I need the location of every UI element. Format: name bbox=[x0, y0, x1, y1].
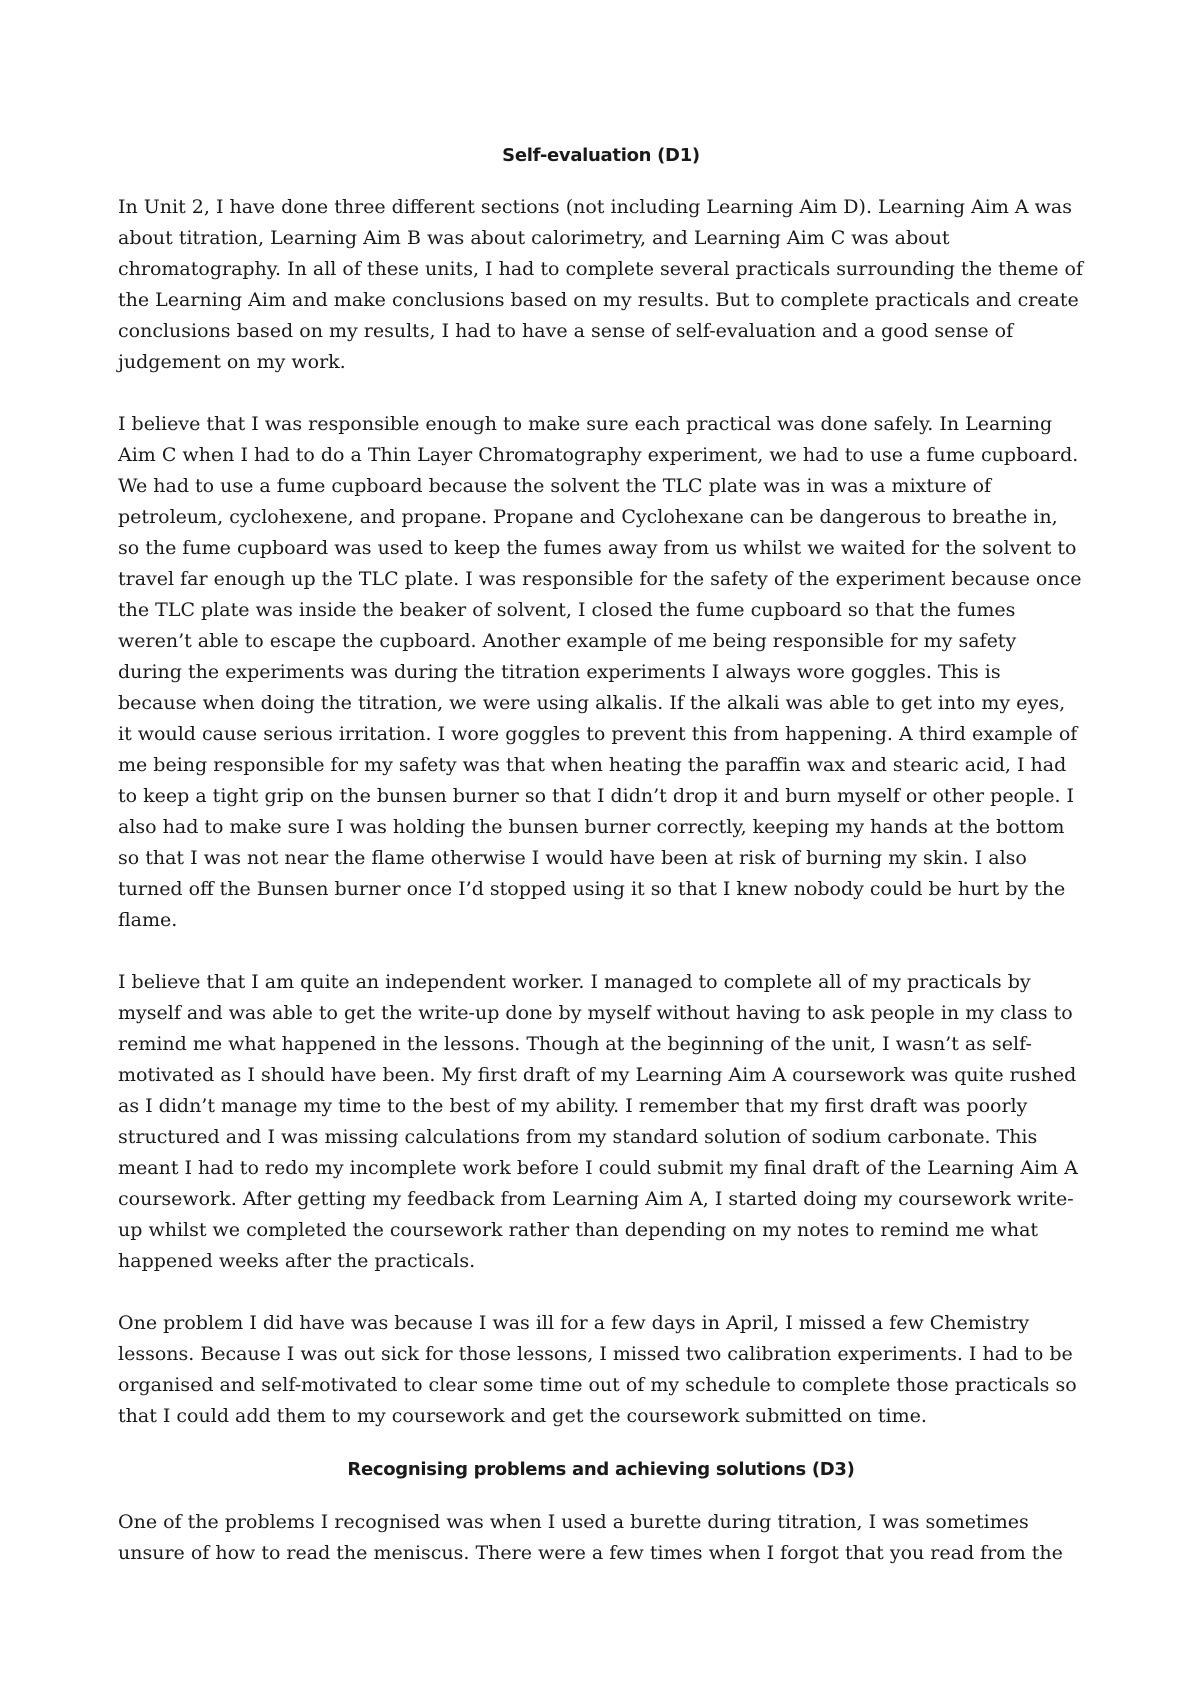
document-body bbox=[118, 140, 1084, 1569]
section-heading-problems-solutions: Recognising problems and achieving solutions (D3) bbox=[347, 1459, 855, 1480]
paragraph-independence: I believe that I am quite an independent worker. I managed to complete all of my practicals by myself and was able to get the write-up done by myself without having to ask people in my class to remind me what happened in the lessons. Though at the beginning of the unit, I wasn’t as self-motivated as I should have been. My first draft of my Learning Aim A coursework was quite rushed as I didn’t manage my time to the best of my ability. I remember that my first draft was poorly structured and I was missing calculations from my standard solution of sodium carbonate. This meant I had to redo my incomplete work before I could submit my final draft of the Learning Aim A coursework. After getting my feedback from Learning Aim A, I started doing my coursework write-up whilst we completed the coursework rather than depending on my notes to remind me what happened weeks after the practicals. bbox=[118, 971, 1078, 1272]
paragraph-intro: In Unit 2, I have done three different sections (not including Learning Aim D). Learning Aim A was about titration, Learning Aim B was about calorimetry, and Learning Aim C was about chromatography. In all of these units, I had to complete several practicals surrounding the theme of the Learning Aim and make conclusions based on my results. But to complete practicals and create conclusions based on my results, I had to have a sense of self-evaluation and a good sense of judgement on my work. bbox=[118, 196, 1084, 373]
paragraph-responsibility: I believe that I was responsible enough to make sure each practical was done safely. In Learning Aim C when I had to do a Thin Layer Chromatography experiment, we had to use a fume cupboard. We had to use a fume cupboard because the solvent the TLC plate was in was a mixture of petroleum, cyclohexene, and propane. Propane and Cyclohexane can be dangerous to breathe in, so the fume cupboard was used to keep the fumes away from us whilst we waited for the solvent to travel far enough up the TLC plate. I was responsible for the safety of the experiment because once the TLC plate was inside the beaker of solvent, I closed the fume cupboard so that the fumes weren’t able to escape the cupboard. Another example of me being responsible for my safety during the experiments was during the titration experiments I always wore goggles. This is because when doing the titration, we were using alkalis. If the alkali was able to get into my eyes, it would cause serious irritation. I wore goggles to prevent this from happening. A third example of me being responsible for my safety was that when heating the paraffin wax and stearic acid, I had to keep a tight grip on the bunsen burner so that I didn’t drop it and burn myself or other people. I also had to make sure I was holding the bunsen burner correctly, keeping my hands at the bottom so that I was not near the flame otherwise I would have been at risk of burning my skin. I also turned off the Bunsen burner once I’d stopped using it so that I knew nobody could be hurt by the flame. bbox=[118, 413, 1082, 931]
paragraph-burette: One of the problems I recognised was when I used a burette during titration, I was sometimes unsure of how to read the meniscus. There were a few times when I forgot that you read from the bbox=[118, 1511, 1063, 1564]
paragraph-illness: One problem I did have was because I was ill for a few days in April, I missed a few Chemistry lessons. Because I was out sick for those lessons, I missed two calibration experiments. I had to be organised and self-motivated to clear some time out of my schedule to complete those practicals so that I could add them to my coursework and get the coursework submitted on time. bbox=[118, 1312, 1077, 1427]
section-heading-self-evaluation: Self-evaluation (D1) bbox=[502, 145, 700, 166]
